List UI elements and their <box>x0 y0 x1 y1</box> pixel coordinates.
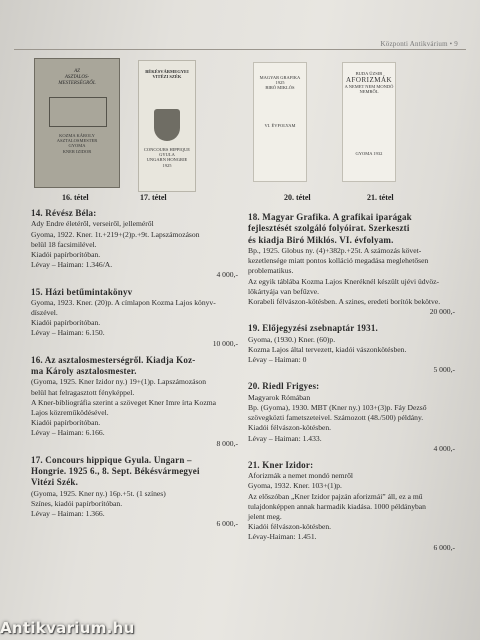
entry-line: Lévay – Haiman: 0 <box>248 355 307 365</box>
cover-17-top <box>139 69 195 79</box>
entry-title: 21. Kner Izidor: <box>248 459 314 470</box>
catalog-entry <box>31 287 238 349</box>
page-header: Központi Antikvárium • 9 <box>380 40 458 48</box>
cover-line: AZ <box>74 69 80 74</box>
entry-line: Lévay – Haiman: 6.150. <box>31 328 105 338</box>
catalog-entry <box>248 212 455 317</box>
right-column <box>248 212 455 559</box>
caption-20: 20. tétel <box>284 193 311 202</box>
entry-line: szövegközti fametszeteivel. Számozott (48./500) példány. <box>248 413 424 423</box>
cover-line: VITÉZI SZÉK <box>152 74 182 80</box>
entry-line: Aforizmák a nemet mondó nemről <box>248 471 354 481</box>
cover-line: MESTERSÉGRŐL <box>58 80 96 86</box>
entry-title: Hongrie. 1925 6., 8. Sept. Békésvármegyei <box>31 466 200 477</box>
cover-line: CONCOURS HIPPIQUE <box>143 147 191 152</box>
catalog-entry <box>248 460 455 553</box>
entry-line: belül hat felragasztott fényképpel. <box>31 387 135 397</box>
entry-line: Az előszóban „Kner Izidor pajzán aforizmái” áll, ez a mű <box>248 491 423 501</box>
cover-line: KNER IZIDOR <box>62 148 92 154</box>
entry-title: 15. Házi betűmintakönyv <box>31 286 133 297</box>
entry-line: díszével. <box>31 308 58 318</box>
cover-20-top <box>254 75 306 91</box>
entry-title: ma Károly asztalosmester. <box>31 366 137 377</box>
entry-price: 6 000,- <box>433 542 455 552</box>
entry-title: 17. Concours hippique Gyula. Ungarn – <box>31 454 192 465</box>
cover-line: GYOMA 1932 <box>355 151 383 156</box>
entry-line: Bp., 1925. Globus ny. (4)+382p.+25t. A számozás követ- <box>248 245 422 255</box>
cover-16-text <box>35 69 119 86</box>
entry-line: Gyoma, 1923. Kner. (20)p. A címlapon Kozma Lajos könyv- <box>31 297 216 307</box>
entry-line: belül 18 facsimilével. <box>31 239 97 249</box>
cover-line: 1925 <box>275 80 285 86</box>
entry-title: Vitézi Szék. <box>31 477 79 488</box>
catalog-entry <box>248 323 455 375</box>
entry-line: Lajos közreműködésével. <box>31 408 109 418</box>
cover-line: NEMRŐL <box>359 89 379 95</box>
entry-line: Lévay – Haiman: 1.366. <box>31 509 105 519</box>
caption-17: 17. tétel <box>140 193 167 202</box>
catalog-entry <box>31 355 238 449</box>
cover-line: ASZTALOSMESTER <box>56 138 98 144</box>
entry-price: 4 000,- <box>216 270 238 280</box>
cover-line: KOZMA KÁROLY <box>59 133 95 138</box>
entry-line: Gyoma, 1922. Kner. 1t.+219+(2)p.+9t. Lapszámozáson <box>31 229 200 239</box>
caption-21: 21. tétel <box>367 193 394 202</box>
cover-20-bottom <box>254 123 306 128</box>
entry-line: Lévay – Haiman: 1.346/A. <box>31 260 113 270</box>
entry-price: 5 000,- <box>433 365 455 375</box>
entry-line: Kiadói papírborítóban. <box>31 318 101 328</box>
header-rule <box>14 49 466 50</box>
entry-line: Kiadói félvászon-kötésben. <box>248 522 332 532</box>
entry-line: (Gyoma, 1925. Kner ny.) 16p.+5t. (1 színes) <box>31 488 166 498</box>
entry-line: kezetlensége miatt pontos kolláció megadása meglehetősen <box>248 256 429 266</box>
book-cover-16 <box>34 58 120 188</box>
coat-of-arms-icon <box>154 109 180 141</box>
entry-title: 18. Magyar Grafika. A grafikai iparágak <box>248 212 412 222</box>
cover-line: MAGYAR GRAFIKA <box>259 75 301 80</box>
entry-line: lőkártyája van befűzve. <box>248 286 320 296</box>
book-cover-17 <box>138 60 196 192</box>
cover-21-bottom <box>343 151 395 156</box>
entry-price: 10 000,- <box>212 338 238 348</box>
entry-line: Gyoma, 1932. Kner. 103+(1)p. <box>248 481 342 491</box>
cover-line: UNGARN HONGRIE <box>146 157 188 163</box>
entry-price: 6 000,- <box>216 519 238 529</box>
entry-line: Lévay – Haiman: 1.433. <box>248 433 322 443</box>
entry-title: 20. Riedl Frigyes: <box>248 381 320 392</box>
cover-line: VI. ÉVFOLYAM <box>264 123 296 128</box>
entry-price: 4 000,- <box>433 443 455 453</box>
entry-title: és kiadja Biró Miklós. VI. évfolyam. <box>248 234 394 245</box>
book-cover-21 <box>342 62 396 182</box>
left-column <box>31 208 238 536</box>
entry-line: tulajdonképpen annak harmadik kiadása. 1000 példányban <box>248 501 426 511</box>
entry-line: Bp. (Gyoma), 1930. MBT (Kner ny.) 103+(3)p. Fáy Dezső <box>248 402 427 412</box>
entry-line: Gyoma, (1930.) Kner. (60)p. <box>248 334 336 344</box>
cover-ornament <box>49 97 107 127</box>
entry-line: Ady Endre életéről, verseiről, jelleméről <box>31 219 154 229</box>
watermark: Antikvarium.hu <box>0 619 135 637</box>
catalog-entry <box>31 208 238 281</box>
entry-line: Lévay – Haiman: 6.166. <box>31 428 105 438</box>
book-cover-20 <box>253 62 307 182</box>
entry-title: 19. Előjegyzési zsebnaptár 1931. <box>248 323 378 334</box>
cover-line: GYOMA <box>68 143 86 149</box>
entry-line: (Gyoma, 1925. Kner Izidor ny.) 19+(1)p. Lapszámozáson <box>31 377 207 387</box>
entry-line: Színes, kiadói papírborítóban. <box>31 498 123 508</box>
cover-line: 1925 <box>162 162 172 168</box>
entry-price: 8 000,- <box>216 438 238 448</box>
cover-17-bottom <box>139 147 195 168</box>
entry-line: Az egyik táblába Kozma Lajos Kneréknél készült ujévi üdvöz- <box>248 276 440 286</box>
cover-line: ASZTALOS- <box>64 74 90 80</box>
catalog-entry <box>248 381 455 454</box>
entry-line: Kozma Lajos által tervezett, kiadói vászonkötésben. <box>248 344 407 354</box>
cover-line: BUDA ÜZSIB <box>355 71 383 76</box>
entry-line: jelent meg. <box>248 512 282 522</box>
cover-line: AFORIZMÁK <box>345 76 393 85</box>
entry-line: Magyarok Rómában <box>248 392 311 402</box>
cover-line: GYULA <box>159 152 175 158</box>
entry-line: Korabeli félvászon-kötésben. A szines, eredeti borítók bekötve. <box>248 296 441 306</box>
entry-line: Lévay-Haiman: 1.451. <box>248 532 317 542</box>
entry-price: 20 000,- <box>429 307 455 317</box>
catalog-entry <box>31 455 238 530</box>
entry-line: Kiadói papírborítóban. <box>31 418 101 428</box>
entry-line: Kiadói papírborítóban. <box>31 249 101 259</box>
entry-line: problematikus. <box>248 266 294 276</box>
cover-line: A NEMET NEM MONDÓ <box>344 84 394 90</box>
entry-line: A Kner-bibliográfia szerint a szöveget Kner Imre írta Kozma <box>31 397 216 407</box>
entry-line: Kiadói félvászon-kötésben. <box>248 423 332 433</box>
caption-16: 16. tétel <box>62 193 89 202</box>
entry-title: 16. Az asztalosmesterségről. Kiadja Koz- <box>31 354 196 365</box>
cover-line: BIRÓ MIKLÓS <box>265 85 295 91</box>
cover-16-bottom <box>35 133 119 154</box>
entry-title: 14. Révész Béla: <box>31 208 97 218</box>
entry-title: fejlesztését szolgáló folyóirat. Szerkeszti <box>248 223 410 234</box>
cover-line: BÉKÉSVÁRMEGYEI <box>145 69 189 74</box>
cover-21-top <box>343 71 395 95</box>
